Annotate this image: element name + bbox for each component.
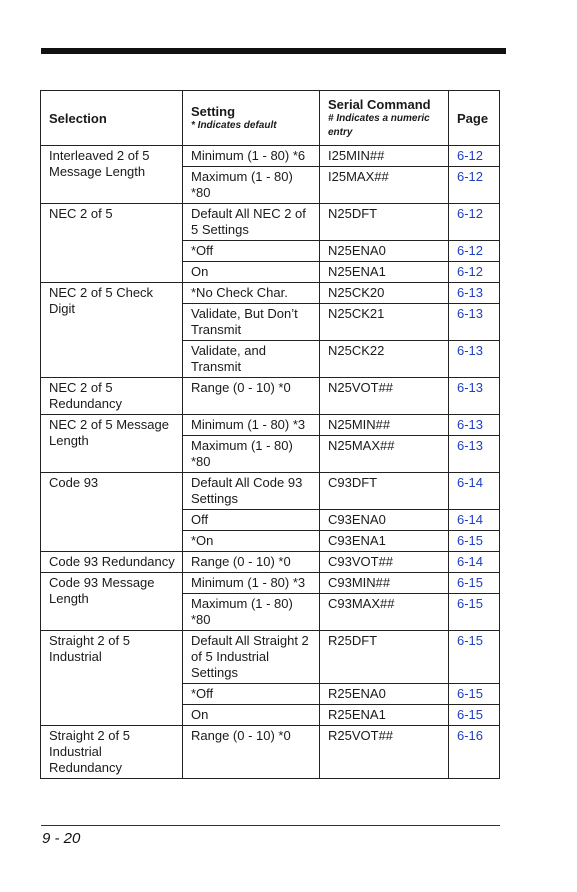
- page-link[interactable]: 6-14: [449, 552, 500, 573]
- header-setting: [183, 91, 320, 146]
- selection-cell: Straight 2 of 5 Industrial: [41, 631, 183, 726]
- serial-command-cell: C93VOT##: [320, 552, 449, 573]
- page-number: 9 - 20: [42, 830, 81, 847]
- serial-command-cell: N25ENA1: [320, 262, 449, 283]
- serial-command-cell: N25ENA0: [320, 241, 449, 262]
- selection-cell: Code 93 Message Length: [41, 573, 183, 631]
- setting-cell: Minimum (1 - 80) *3: [183, 415, 320, 436]
- setting-cell: Minimum (1 - 80) *6: [183, 146, 320, 167]
- setting-cell: Default All Code 93 Settings: [183, 473, 320, 510]
- setting-cell: Maximum (1 - 80) *80: [183, 167, 320, 204]
- table-body: [41, 146, 500, 779]
- table-row: [41, 552, 500, 573]
- serial-command-cell: R25ENA0: [320, 684, 449, 705]
- setting-cell: Range (0 - 10) *0: [183, 726, 320, 779]
- table-row: [41, 415, 500, 436]
- page-link[interactable]: 6-12: [449, 204, 500, 241]
- table-row: [41, 283, 500, 304]
- selection-cell: NEC 2 of 5 Redundancy: [41, 378, 183, 415]
- serial-command-cell: N25CK21: [320, 304, 449, 341]
- page-link[interactable]: 6-16: [449, 726, 500, 779]
- serial-command-cell: C93ENA1: [320, 531, 449, 552]
- serial-command-cell: R25VOT##: [320, 726, 449, 779]
- selection-cell: NEC 2 of 5: [41, 204, 183, 283]
- serial-command-cell: C93MIN##: [320, 573, 449, 594]
- setting-cell: Validate, But Don’t Transmit: [183, 304, 320, 341]
- setting-cell: Range (0 - 10) *0: [183, 552, 320, 573]
- top-rule: [41, 48, 506, 54]
- setting-cell: *On: [183, 531, 320, 552]
- page-link[interactable]: 6-14: [449, 473, 500, 510]
- table-row: [41, 204, 500, 241]
- serial-command-cell: I25MAX##: [320, 167, 449, 204]
- page-link[interactable]: 6-12: [449, 167, 500, 204]
- table-header-row: [41, 91, 500, 146]
- table-row: [41, 631, 500, 684]
- page-link[interactable]: 6-13: [449, 415, 500, 436]
- header-serial-command: [320, 91, 449, 146]
- page-link[interactable]: 6-13: [449, 304, 500, 341]
- serial-command-cell: R25DFT: [320, 631, 449, 684]
- serial-command-cell: I25MIN##: [320, 146, 449, 167]
- page-link[interactable]: 6-13: [449, 283, 500, 304]
- page-link[interactable]: 6-13: [449, 436, 500, 473]
- table-row: [41, 573, 500, 594]
- page-link[interactable]: 6-15: [449, 531, 500, 552]
- header-page-label: Page: [457, 110, 489, 126]
- selection-cell: NEC 2 of 5 Check Digit: [41, 283, 183, 378]
- page-link[interactable]: 6-15: [449, 594, 500, 631]
- selection-cell: Code 93: [41, 473, 183, 552]
- setting-cell: *Off: [183, 684, 320, 705]
- setting-cell: On: [183, 705, 320, 726]
- serial-command-cell: C93MAX##: [320, 594, 449, 631]
- setting-cell: On: [183, 262, 320, 283]
- table-row: [41, 473, 500, 510]
- page-link[interactable]: 6-15: [449, 573, 500, 594]
- page-link[interactable]: 6-15: [449, 684, 500, 705]
- setting-cell: *No Check Char.: [183, 283, 320, 304]
- setting-cell: Range (0 - 10) *0: [183, 378, 320, 415]
- setting-cell: *Off: [183, 241, 320, 262]
- header-page: [449, 91, 500, 146]
- serial-command-cell: N25CK22: [320, 341, 449, 378]
- setting-cell: Minimum (1 - 80) *3: [183, 573, 320, 594]
- selection-cell: Interleaved 2 of 5 Message Length: [41, 146, 183, 204]
- selection-cell: Code 93 Redundancy: [41, 552, 183, 573]
- header-selection-label: Selection: [49, 110, 107, 126]
- table-row: [41, 146, 500, 167]
- serial-command-cell: N25DFT: [320, 204, 449, 241]
- page-link[interactable]: 6-15: [449, 705, 500, 726]
- serial-command-cell: N25MIN##: [320, 415, 449, 436]
- serial-command-cell: C93ENA0: [320, 510, 449, 531]
- table-row: [41, 726, 500, 779]
- header-selection: [41, 91, 183, 146]
- page-link[interactable]: 6-12: [449, 241, 500, 262]
- setting-cell: Maximum (1 - 80) *80: [183, 594, 320, 631]
- header-serial-command-note: # Indicates a numeric entry: [328, 112, 430, 138]
- table-row: [41, 378, 500, 415]
- page-link[interactable]: 6-13: [449, 341, 500, 378]
- bottom-rule: [41, 825, 500, 826]
- serial-command-cell: N25CK20: [320, 283, 449, 304]
- setting-cell: Validate, and Transmit: [183, 341, 320, 378]
- page-link[interactable]: 6-13: [449, 378, 500, 415]
- page-link[interactable]: 6-15: [449, 631, 500, 684]
- page-link[interactable]: 6-12: [449, 262, 500, 283]
- setting-cell: Off: [183, 510, 320, 531]
- page-link[interactable]: 6-12: [449, 146, 500, 167]
- header-serial-command-label: Serial Command: [328, 96, 431, 112]
- serial-command-cell: C93DFT: [320, 473, 449, 510]
- serial-command-cell: R25ENA1: [320, 705, 449, 726]
- page-link[interactable]: 6-14: [449, 510, 500, 531]
- serial-command-cell: N25VOT##: [320, 378, 449, 415]
- setting-cell: Default All Straight 2 of 5 Industrial Settings: [183, 631, 320, 684]
- serial-command-table: [40, 90, 500, 779]
- serial-command-cell: N25MAX##: [320, 436, 449, 473]
- setting-cell: Maximum (1 - 80) *80: [183, 436, 320, 473]
- selection-cell: Straight 2 of 5 Industrial Redundancy: [41, 726, 183, 779]
- setting-cell: Default All NEC 2 of 5 Settings: [183, 204, 320, 241]
- selection-cell: NEC 2 of 5 Message Length: [41, 415, 183, 473]
- header-setting-label: Setting: [191, 103, 236, 119]
- header-setting-note: * Indicates default: [191, 119, 277, 131]
